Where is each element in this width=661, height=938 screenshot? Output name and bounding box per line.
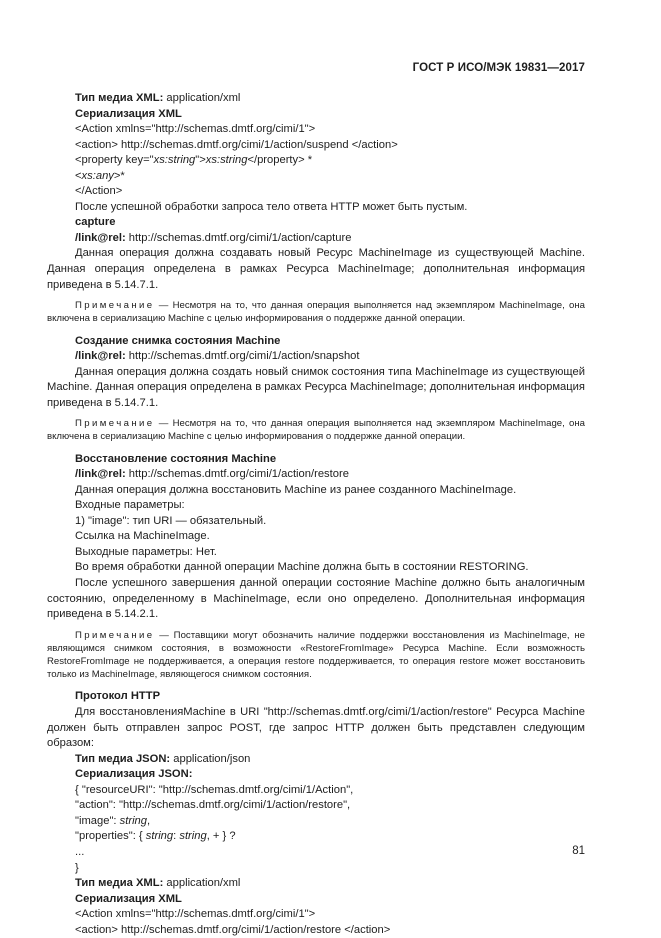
code-part: </property> *: [247, 154, 313, 167]
document-header: ГОСТ Р ИСО/МЭК 19831—2017: [412, 62, 585, 74]
code-part: string: [179, 830, 207, 843]
json-serialization-label: Сериализация JSON:: [75, 768, 193, 781]
paragraph: Для восстановленияMachine в URI "http://schemas.dmtf.org/cimi/1/action/restore" Ресурса Machine должен быть отправлен запрос POST, где запрос HTTP должен быть представлен следующим образом:: [47, 706, 585, 750]
code-part: , + } ?: [206, 830, 236, 843]
paragraph: Данная операция должна восстановить Machine из ранее созданного MachineImage.: [75, 483, 517, 496]
section-title-http: Протокол HTTP: [75, 690, 161, 703]
note-text: — Поставщики могут обозначить наличие поддержки восстановления из MachineImage, не являющимся снимком состояния, в возможности «RestoreFromImage» Ресурса Machine. Если возможность RestoreFromImage не поддерживается, а операция restore поддерживается, то операция restore может восстановить только из MachineImage, являющегося снимком состояния.: [47, 629, 585, 681]
note: [47, 299, 585, 325]
code-part: xs:string: [205, 154, 248, 167]
code-line: [47, 169, 585, 185]
code-part: <property key=": [75, 154, 154, 167]
code-line: <Action xmlns="http://schemas.dmtf.org/cimi/1">: [75, 123, 316, 136]
section-title-capture: capture: [75, 216, 116, 229]
code-part: xs:any: [81, 169, 114, 182]
xml-media-line: [47, 91, 585, 107]
code-part: <: [75, 169, 82, 182]
code-part: ,: [147, 814, 151, 827]
note-tag: Примечание: [75, 629, 155, 641]
paragraph: Данная операция должна создавать новый Ресурс MachineImage из существующей Machine. Данная операция определена в рамках Ресурса MachineImage; дополнительная информация приведена в 5.14.7.1.: [47, 247, 585, 291]
xml-media-line: [47, 876, 585, 892]
code-line: <action> http://schemas.dmtf.org/cimi/1/action/suspend </action>: [75, 138, 398, 151]
page-number: 81: [572, 845, 585, 857]
code-line: <Action xmlns="http://schemas.dmtf.org/cimi/1">: [75, 908, 316, 921]
label: /link@rel:: [75, 468, 126, 481]
xml-serialization-label: Сериализация XML: [75, 892, 182, 905]
code-part: xs:string: [153, 154, 196, 167]
page-content: [47, 91, 585, 938]
list-item: 1) "image": тип URI — обязательный.: [75, 514, 267, 527]
paragraph: Ссылка на MachineImage.: [75, 530, 210, 543]
value: application/json: [170, 752, 251, 765]
link-rel-line: [47, 231, 585, 247]
paragraph: Данная операция должна создать новый снимок состояния типа MachineImage из существующей Machine. Данная операция определена в рамках Ресурса MachineImage; дополнительная информация приведена в 5.14.7.1.: [47, 365, 585, 409]
note-tag: Примечание: [75, 418, 155, 430]
json-media-line: [47, 752, 585, 768]
paragraph: После успешного завершения данной операции состояние Machine должно быть аналогичным состоянию, определенному в MachineImage, если оно определено. Дополнительная информация приведена в 5.14.2.1.: [47, 577, 585, 621]
label: Тип медиа JSON:: [75, 752, 171, 765]
code-line: [47, 814, 585, 830]
code-part: :: [173, 830, 180, 843]
code-part: "image":: [75, 814, 120, 827]
value: http://schemas.dmtf.org/cimi/1/action/restore: [125, 468, 349, 481]
code-line: </Action>: [75, 185, 123, 198]
code-part: string: [119, 814, 147, 827]
code-part: string: [145, 830, 174, 843]
code-part: ">: [195, 154, 206, 167]
code-line: [47, 153, 585, 169]
note-tag: Примечание: [75, 300, 155, 312]
note: [47, 417, 585, 443]
value: application/xml: [163, 92, 241, 104]
note-text: — Несмотря на то, что данная операция выполняется над экземпляром MachineImage, она включена в сериализацию Machine с целью информирования о поддержке данной операции.: [47, 300, 585, 325]
section-title-snapshot: Создание снимка состояния Machine: [75, 334, 281, 347]
note: [47, 629, 585, 682]
label: /link@rel:: [75, 231, 126, 244]
code-line: "action": "http://schemas.dmtf.org/cimi/1/action/restore",: [75, 799, 351, 812]
label: Тип медиа XML:: [75, 92, 164, 104]
code-line: [47, 829, 585, 845]
section-title-restore: Восстановление состояния Machine: [75, 452, 277, 465]
xml-serialization-label: Сериализация XML: [75, 107, 182, 120]
value: http://schemas.dmtf.org/cimi/1/action/capture: [125, 231, 352, 244]
code-line: ...: [75, 845, 85, 858]
label: Тип медиа XML:: [75, 877, 164, 890]
code-line: }: [75, 861, 79, 874]
link-rel-line: [47, 467, 585, 483]
paragraph: Во время обработки данной операции Machine должна быть в состоянии RESTORING.: [75, 561, 529, 574]
value: application/xml: [163, 877, 241, 890]
paragraph: Выходные параметры: Нет.: [75, 545, 217, 558]
note-text: — Несмотря на то, что данная операция выполняется над экземпляром MachineImage, она включена в сериализацию Machine с целью информирования о поддержке данной операции.: [47, 418, 585, 443]
label: /link@rel:: [75, 350, 126, 363]
code-part: "properties": {: [75, 830, 146, 843]
value: http://schemas.dmtf.org/cimi/1/action/snapshot: [125, 350, 360, 363]
code-part: >*: [113, 169, 125, 182]
code-line: { "resourceURI": "http://schemas.dmtf.org/cimi/1/Action",: [75, 783, 354, 796]
paragraph: Входные параметры:: [75, 499, 185, 512]
paragraph: После успешной обработки запроса тело ответа HTTP может быть пустым.: [75, 200, 468, 213]
code-line: <action> http://schemas.dmtf.org/cimi/1/action/restore </action>: [75, 923, 391, 936]
link-rel-line: [47, 349, 585, 365]
